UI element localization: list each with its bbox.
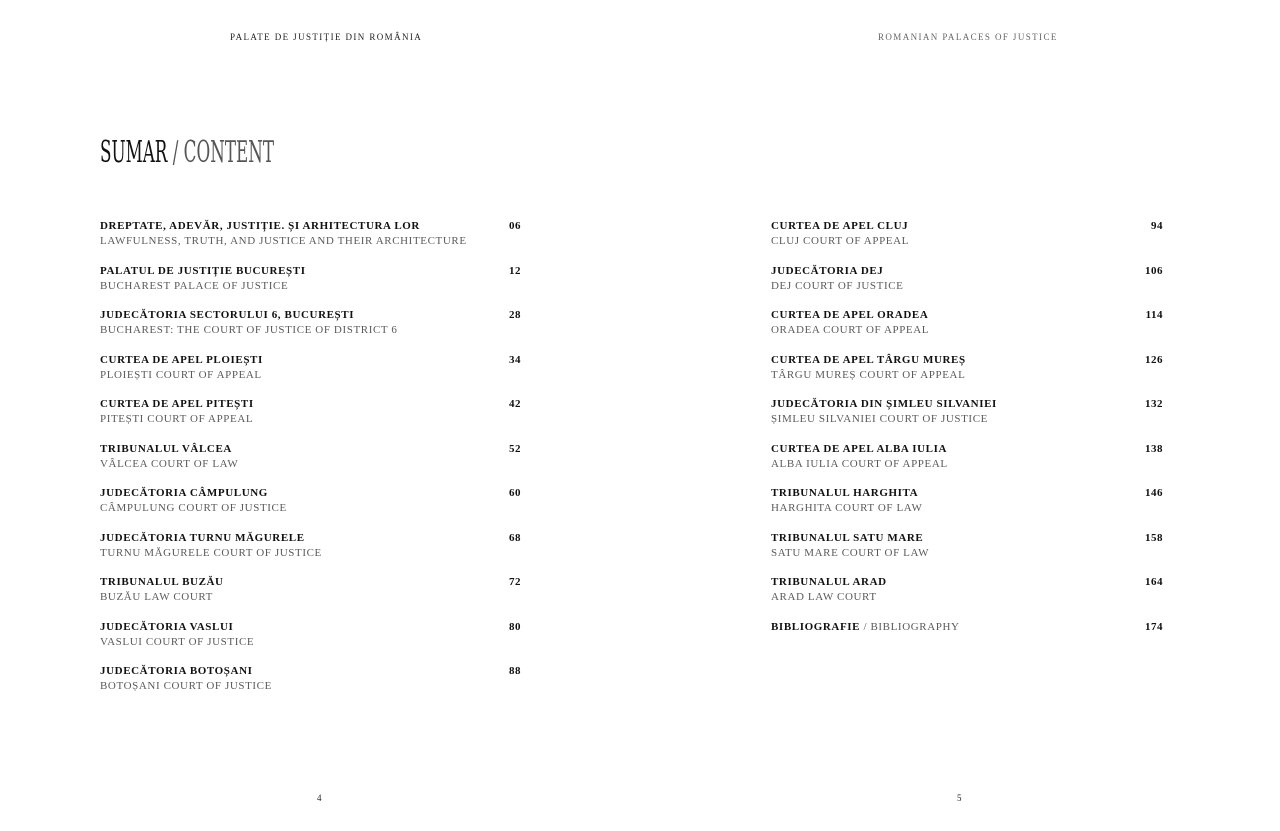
toc-entry[interactable]: [771, 397, 1163, 442]
toc-entry-title-ro: TRIBUNALUL HARGHITA: [771, 487, 919, 499]
toc-entry-page-number: 174: [1145, 620, 1163, 633]
toc-entry-title-en: PITEȘTI COURT OF APPEAL: [100, 413, 254, 425]
toc-entry-title-en: ALBA IULIA COURT OF APPEAL: [771, 457, 948, 470]
toc-entry-title-en: DEJ COURT OF JUSTICE: [771, 279, 904, 292]
toc-entry-page-number: 80: [509, 620, 521, 633]
toc-entry-title-en: LAWFULNESS, TRUTH, AND JUSTICE AND THEIR ARCHITECTURE: [100, 235, 467, 247]
toc-entry[interactable]: [100, 308, 521, 353]
toc-entry-title-ro: JUDECĂTORIA SECTORULUI 6, BUCUREȘTI: [100, 309, 355, 321]
toc-entry[interactable]: [771, 219, 1163, 264]
toc-entry-title-en: SATU MARE COURT OF LAW: [771, 546, 930, 559]
toc-entry-bibliography[interactable]: [771, 620, 1163, 665]
toc-entry-title-en: VASLUI COURT OF JUSTICE: [100, 635, 255, 648]
toc-entry-page-number: 94: [1151, 220, 1163, 232]
toc-entry-title-en: TURNU MĂGURELE COURT OF JUSTICE: [100, 546, 322, 559]
toc-entry-title-en: CLUJ COURT OF APPEAL: [771, 235, 909, 247]
toc-entry-title-ro: CURTEA DE APEL PITEȘTI: [100, 398, 254, 410]
toc-entry-title-en: ȘIMLEU SILVANIEI COURT OF JUSTICE: [771, 413, 988, 425]
toc-entry[interactable]: [100, 353, 521, 398]
toc-entry-title-ro: JUDECĂTORIA CÂMPULUNG: [100, 487, 268, 499]
toc-entry[interactable]: [771, 442, 1163, 487]
toc-entry-title-en: BUZĂU LAW COURT: [100, 591, 213, 603]
toc-entry-page-number: 88: [509, 665, 521, 677]
toc-entry[interactable]: [771, 531, 1163, 576]
toc-entry-page-number: 126: [1145, 353, 1163, 366]
toc-entry-title-ro: TRIBUNALUL ARAD: [771, 576, 887, 588]
toc-entry-title-en: HARGHITA COURT OF LAW: [771, 502, 923, 514]
toc-entry-title-ro: TRIBUNALUL SATU MARE: [771, 531, 924, 544]
page-number-right: 5: [957, 793, 962, 803]
toc-entry-title-en: ARAD LAW COURT: [771, 591, 877, 603]
toc-entry-page-number: 12: [509, 264, 521, 277]
toc-entry-title-ro: PALATUL DE JUSTIȚIE BUCUREȘTI: [100, 264, 306, 277]
toc-entry-title-en: TÂRGU MUREȘ COURT OF APPEAL: [771, 368, 966, 381]
toc-entry-title-en: ORADEA COURT OF APPEAL: [771, 324, 930, 336]
toc-entry-title-ro: TRIBUNALUL BUZĂU: [100, 576, 224, 588]
toc-entry-title-ro: DREPTATE, ADEVĂR, JUSTIȚIE. ȘI ARHITECTURA LOR: [100, 220, 420, 232]
toc-entry-title-ro: JUDECĂTORIA TURNU MĂGURELE: [100, 531, 305, 544]
toc-entry-page-number: 42: [509, 398, 521, 410]
toc-entry[interactable]: [100, 664, 521, 709]
toc-entry-page-number: 52: [509, 442, 521, 455]
toc-entry-title-ro: TRIBUNALUL VÂLCEA: [100, 442, 232, 455]
toc-entry-title-ro: BIBLIOGRAFIE: [771, 620, 861, 633]
toc-entry-page-number: 68: [509, 531, 521, 544]
toc-left-column: [100, 219, 521, 709]
running-header-right: ROMANIAN PALACES OF JUSTICE: [878, 32, 1058, 42]
page-title-ro: SUMAR: [100, 135, 168, 170]
toc-entry-page-number: 146: [1145, 487, 1163, 499]
page-number-left: 4: [317, 793, 322, 803]
toc-entry-title-ro: CURTEA DE APEL PLOIEȘTI: [100, 353, 263, 366]
toc-entry[interactable]: [771, 264, 1163, 309]
toc-entry-title-en: BUCHAREST: THE COURT OF JUSTICE OF DISTRICT 6: [100, 324, 398, 336]
toc-entry-page-number: 114: [1145, 309, 1163, 321]
toc-entry[interactable]: [771, 353, 1163, 398]
toc-entry-title-en: BIBLIOGRAPHY: [870, 620, 960, 633]
toc-entry[interactable]: [100, 486, 521, 531]
toc-entry[interactable]: [771, 308, 1163, 353]
toc-entry-title-ro: JUDECĂTORIA DEJ: [771, 264, 884, 277]
toc-entry-page-number: 138: [1145, 442, 1163, 455]
toc-right-column: [771, 219, 1163, 664]
toc-entry-title-ro: JUDECĂTORIA VASLUI: [100, 620, 234, 633]
toc-entry-title-ro: CURTEA DE APEL CLUJ: [771, 220, 909, 232]
toc-entry-page-number: 28: [509, 309, 521, 321]
toc-entry[interactable]: [771, 575, 1163, 620]
toc-entry-title-ro: JUDECĂTORIA DIN ȘIMLEU SILVANIEI: [771, 398, 997, 410]
toc-entry[interactable]: [100, 531, 521, 576]
page-title-en: CONTENT: [183, 135, 275, 170]
toc-entry-title-en: PLOIEȘTI COURT OF APPEAL: [100, 368, 262, 381]
toc-entry-page-number: 106: [1145, 264, 1163, 277]
toc-entry[interactable]: [771, 486, 1163, 531]
toc-entry[interactable]: [100, 397, 521, 442]
page-title: [100, 136, 274, 170]
toc-entry-title-ro: CURTEA DE APEL ORADEA: [771, 309, 929, 321]
toc-entry-separator: /: [860, 620, 871, 633]
toc-entry[interactable]: [100, 575, 521, 620]
toc-entry-page-number: 132: [1145, 398, 1163, 410]
toc-entry-page-number: 72: [509, 576, 521, 588]
running-header-left: PALATE DE JUSTIȚIE DIN ROMÂNIA: [230, 32, 423, 42]
toc-entry-page-number: 164: [1145, 576, 1163, 588]
toc-entry-title-en: CÂMPULUNG COURT OF JUSTICE: [100, 502, 287, 514]
toc-entry-title-en: BUCHAREST PALACE OF JUSTICE: [100, 279, 289, 292]
page-title-separator: /: [172, 135, 179, 170]
toc-entry[interactable]: [100, 219, 521, 264]
toc-entry[interactable]: [100, 264, 521, 309]
toc-entry-page-number: 34: [509, 353, 521, 366]
toc-entry-title: [771, 620, 1163, 635]
toc-entry-page-number: 06: [509, 220, 521, 232]
toc-entry-title-en: VÂLCEA COURT OF LAW: [100, 457, 239, 470]
toc-entry-title-ro: CURTEA DE APEL TÂRGU MUREȘ: [771, 353, 966, 366]
toc-entry-title-ro: CURTEA DE APEL ALBA IULIA: [771, 442, 947, 455]
toc-entry[interactable]: [100, 442, 521, 487]
toc-entry-page-number: 158: [1145, 531, 1163, 544]
toc-entry-title-ro: JUDECĂTORIA BOTOȘANI: [100, 665, 253, 677]
toc-entry[interactable]: [100, 620, 521, 665]
toc-entry-page-number: 60: [509, 487, 521, 499]
toc-entry-title-en: BOTOȘANI COURT OF JUSTICE: [100, 680, 272, 692]
